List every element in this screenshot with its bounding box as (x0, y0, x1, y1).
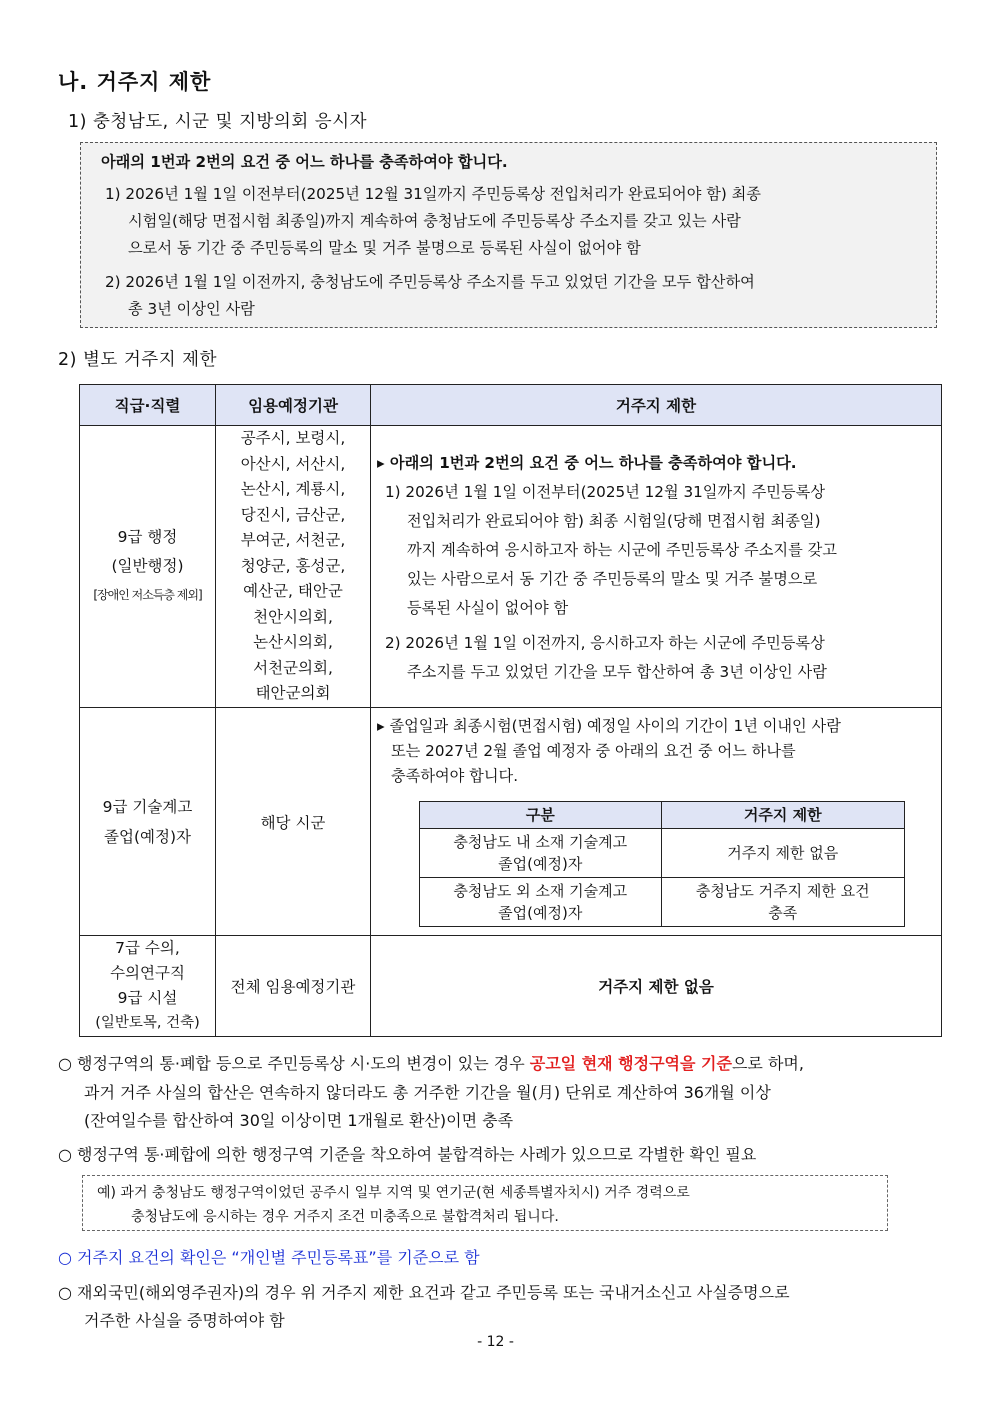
bullet-3: ○ 거주지 요건의 확인은 “개인별 주민등록표”를 기준으로 함 (58, 1248, 480, 1267)
row1-item1-line: 1) 2026년 1월 1일 이전부터(2025년 12월 31일까지 주민등록상 (385, 482, 825, 501)
subtable-line: 충청남도 외 소재 기술계고 (453, 882, 628, 900)
subtable-cell (420, 829, 662, 878)
bullet-1-line2: 과거 거주 사실의 합산은 연속하지 않더라도 총 거주한 기간을 월(月) 단위로 계산하여 36개월 이상 (84, 1083, 771, 1102)
subtable-header-category: 구분 (420, 802, 662, 829)
subtable-header-restriction: 거주지 제한 (661, 802, 905, 829)
sec1-intro: 아래의 1번과 2번의 요건 중 어느 하나를 충족하여야 합니다. (101, 153, 508, 171)
row1-item1-line: 등록된 사실이 없어야 함 (407, 598, 569, 617)
agency-item: 당진시, 금산군, (240, 505, 346, 524)
row1-item2-line: 2) 2026년 1월 1일 이전까지, 응시하고자 하는 시군에 주민등록상 (385, 633, 825, 652)
row1-item1-line: 까지 계속하여 응시하고자 하는 시군에 주민등록상 주소지를 갖고 (407, 540, 837, 559)
row3-agency: 전체 임용예정기관 (216, 936, 371, 1037)
agency-item: 논산시, 계룡시, (240, 480, 346, 499)
subtable-line: 졸업(예정)자 (498, 904, 583, 922)
bullet-4-line2: 거주한 사실을 증명하여야 함 (84, 1311, 285, 1330)
table-header-row (80, 385, 942, 426)
residency-table (79, 384, 942, 1037)
row2-intro-line: 또는 2027년 2월 졸업 예정자 중 아래의 요건 중 어느 하나를 (391, 742, 796, 760)
sec2-title: 2) 별도 거주지 제한 (58, 350, 217, 370)
row1-grade-note: [장애인 저소득층 제외] (93, 588, 202, 602)
subtable-line: 졸업(예정)자 (498, 855, 583, 873)
row1-grade-line: (일반행정) (111, 557, 184, 575)
sec1-item1-line1: 1) 2026년 1월 1일 이전부터(2025년 12월 31일까지 주민등록상 전입처리가 완료되어야 함) 최종 (105, 185, 761, 203)
agency-item: 공주시, 보령시, (240, 429, 346, 448)
row2-intro-line: 충족하여야 합니다. (391, 767, 519, 785)
agency-item: 부여군, 서천군, (240, 531, 346, 550)
agency-item: 예산군, 태안군 (243, 582, 343, 601)
row1-intro: ▸ 아래의 1번과 2번의 요건 중 어느 하나를 충족하여야 합니다. (377, 453, 797, 472)
table-row (80, 426, 942, 708)
note-line: 충청남도에 응시하는 경우 거주지 조건 미충족으로 불합격처리 됩니다. (131, 1209, 559, 1225)
table-row (80, 936, 942, 1037)
row3-restriction: 거주지 제한 없음 (371, 936, 942, 1037)
row1-restriction (371, 426, 942, 708)
bullet-4-line1: ○ 재외국민(해외영주권자)의 경우 위 거주지 제한 요건과 같고 주민등록 또는 국내거소신고 사실증명으로 (58, 1283, 790, 1302)
subtable-row (420, 829, 905, 878)
note-line: 예) 과거 충청남도 행정구역이었던 공주시 일부 지역 및 연기군(현 세종특별자치시) 거주 경력으로 (97, 1185, 690, 1201)
agency-item: 아산시, 서산시, (240, 454, 346, 473)
agency-item: 청양군, 홍성군, (240, 556, 346, 575)
subtable-cell (420, 878, 662, 927)
bullet-text: ○ 행정구역의 통·폐합 등으로 주민등록상 시·도의 변경이 있는 경우 (58, 1054, 530, 1073)
bullet-text: 으로 하며, (731, 1054, 804, 1073)
row2-grade-line: 9급 기술계고 (102, 797, 193, 816)
row2-grade-line: 졸업(예정)자 (104, 827, 191, 846)
subtable-line: 충청남도 거주지 제한 요건 (695, 882, 870, 900)
sec1-item2-line1: 2) 2026년 1월 1일 이전까지, 충청남도에 주민등록상 주소지를 두고 있었던 기간을 모두 합산하여 (105, 273, 755, 291)
bullet-2: ○ 행정구역 통·폐합에 의한 행정구역 기준을 착오하여 불합격하는 사례가 있으므로 각별한 확인 필요 (58, 1145, 757, 1164)
row2-agency: 해당 시군 (216, 708, 371, 936)
section-heading: 나. 거주지 제한 (58, 70, 212, 94)
header-restriction: 거주지 제한 (371, 385, 942, 426)
row1-item1-line: 있는 사람으로서 동 기간 중 주민등록의 말소 및 거주 불명으로 (407, 569, 818, 588)
sec1-item1-line2: 시험일(해당 면접시험 최종일)까지 계속하여 충청남도에 주민등록상 주소지를 갖고 있는 사람 (128, 212, 741, 230)
row3-grade-line: 7급 수의, (115, 939, 180, 957)
row3-grade-line: 수의연구직 (110, 964, 185, 982)
example-note-box (82, 1175, 888, 1231)
row1-agencies (216, 426, 371, 708)
row1-item1-line: 전입처리가 완료되어야 함) 최종 시험일(당해 면접시험 최종일) (407, 511, 821, 530)
subtable-cell (661, 878, 905, 927)
subtable-line: 충족 (768, 904, 798, 922)
bullet-1-line1 (58, 1049, 948, 1078)
agency-item: 논산시의회, (253, 633, 333, 652)
row3-grade-line: (일반토목, 건축) (95, 1015, 200, 1031)
bullet-1-line3: (잔여일수를 합산하여 30일 이상이면 1개월로 환산)이면 충족 (84, 1111, 514, 1130)
agency-item: 천안시의회, (253, 607, 333, 626)
header-agency: 임용예정기관 (216, 385, 371, 426)
page-number: - 12 - (477, 1334, 514, 1350)
agency-item: 서천군의회, (253, 658, 333, 677)
header-grade: 직급·직렬 (80, 385, 216, 426)
row1-grade-line: 9급 행정 (117, 528, 178, 546)
row1-item2-line: 주소지를 두고 있었던 기간을 모두 합산하여 총 3년 이상인 사람 (407, 662, 827, 681)
subtable-line: 충청남도 내 소재 기술계고 (453, 833, 628, 851)
table-row (80, 708, 942, 936)
row1-grade (80, 426, 216, 708)
graduate-subtable (419, 801, 905, 927)
sec1-requirements-box (80, 142, 937, 328)
row2-restriction (371, 708, 942, 936)
row3-grade-line: 9급 시설 (117, 989, 178, 1007)
row2-grade (80, 708, 216, 936)
subtable-row (420, 878, 905, 927)
sec1-item1-line3: 으로서 동 기간 중 주민등록의 말소 및 거주 불명으로 등록된 사실이 없어야 함 (128, 239, 641, 257)
agency-item: 태안군의회 (255, 684, 331, 703)
highlight-text: 공고일 현재 행정구역을 기준 (529, 1054, 732, 1073)
sec1-item2-line2: 총 3년 이상인 사람 (128, 300, 255, 318)
row3-grade (80, 936, 216, 1037)
subtable-cell: 거주지 제한 없음 (661, 829, 905, 878)
sec1-title: 1) 충청남도, 시군 및 지방의회 응시자 (68, 112, 368, 132)
row2-intro-line: ▸ 졸업일과 최종시험(면접시험) 예정일 사이의 기간이 1년 이내인 사람 (377, 717, 841, 735)
